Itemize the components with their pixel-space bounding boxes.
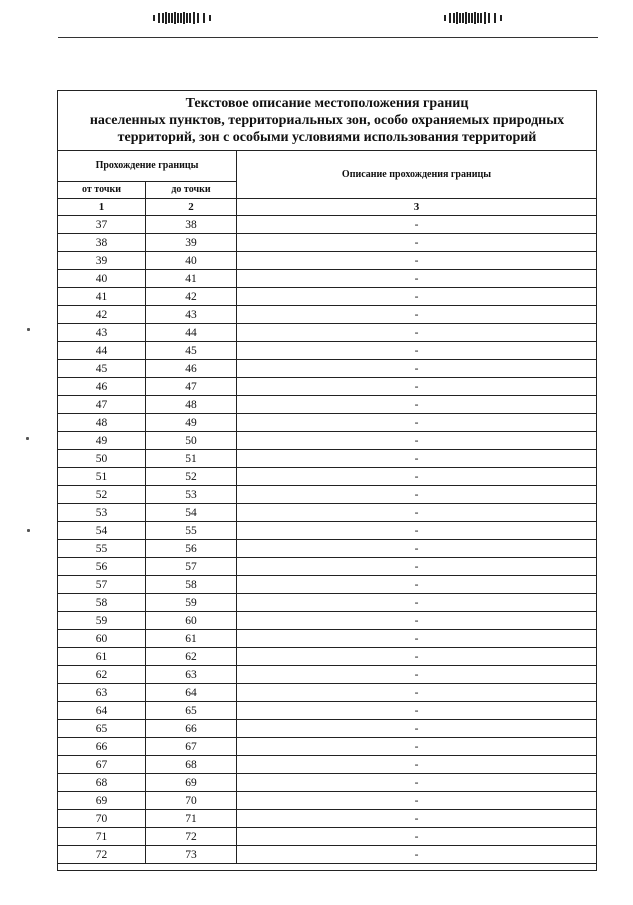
scan-mark-bar	[165, 12, 167, 24]
scan-mark-bar	[468, 13, 470, 23]
scan-mark-bar	[174, 12, 176, 24]
to-point-cell: 42	[146, 288, 237, 306]
scan-mark-bar	[462, 13, 464, 23]
scan-mark-bar	[162, 13, 164, 23]
scan-mark-bar	[494, 13, 496, 23]
description-cell: -	[237, 648, 597, 666]
table-row	[58, 324, 597, 342]
table-row	[58, 450, 597, 468]
to-point-cell: 64	[146, 684, 237, 702]
to-point-cell: 44	[146, 324, 237, 342]
header-to-point: до точки	[146, 182, 237, 199]
to-point-cell: 43	[146, 306, 237, 324]
table-row	[58, 594, 597, 612]
table-footer-cell	[58, 864, 597, 871]
title-row	[58, 91, 597, 151]
description-cell: -	[237, 738, 597, 756]
title-line: Текстовое описание местоположения границ	[185, 96, 469, 111]
table-row	[58, 720, 597, 738]
scan-mark-bar	[158, 13, 160, 23]
scan-mark-bar	[177, 13, 179, 23]
scan-mark-bar	[500, 15, 502, 21]
from-point-cell: 47	[58, 396, 146, 414]
table-row	[58, 342, 597, 360]
description-cell: -	[237, 702, 597, 720]
description-cell: -	[237, 234, 597, 252]
to-point-cell: 71	[146, 810, 237, 828]
scan-mark-bar	[444, 15, 446, 21]
from-point-cell: 48	[58, 414, 146, 432]
scan-mark-bar	[456, 12, 458, 24]
to-point-cell: 65	[146, 702, 237, 720]
from-point-cell: 52	[58, 486, 146, 504]
scan-barcode-mark-left	[153, 4, 233, 22]
from-point-cell: 55	[58, 540, 146, 558]
to-point-cell: 69	[146, 774, 237, 792]
to-point-cell: 46	[146, 360, 237, 378]
scan-mark-bar	[480, 13, 482, 23]
to-point-cell: 70	[146, 792, 237, 810]
header-from-point: от точки	[58, 182, 146, 199]
from-point-cell: 40	[58, 270, 146, 288]
to-point-cell: 39	[146, 234, 237, 252]
to-point-cell: 63	[146, 666, 237, 684]
to-point-cell: 73	[146, 846, 237, 864]
table-row	[58, 396, 597, 414]
table-row	[58, 576, 597, 594]
description-cell: -	[237, 324, 597, 342]
table-row	[58, 846, 597, 864]
scan-mark-bar	[193, 12, 195, 24]
to-point-cell: 68	[146, 756, 237, 774]
scan-mark-bar	[171, 13, 173, 23]
description-cell: -	[237, 540, 597, 558]
description-cell: -	[237, 270, 597, 288]
description-cell: -	[237, 774, 597, 792]
from-point-cell: 42	[58, 306, 146, 324]
table-row	[58, 288, 597, 306]
from-point-cell: 66	[58, 738, 146, 756]
to-point-cell: 55	[146, 522, 237, 540]
to-point-cell: 47	[146, 378, 237, 396]
scan-mark-bar	[180, 13, 182, 23]
table-row	[58, 648, 597, 666]
scan-mark-bar	[153, 15, 155, 21]
from-point-cell: 54	[58, 522, 146, 540]
from-point-cell: 61	[58, 648, 146, 666]
description-cell: -	[237, 360, 597, 378]
table-row	[58, 558, 597, 576]
table-row	[58, 414, 597, 432]
description-cell: -	[237, 342, 597, 360]
description-cell: -	[237, 288, 597, 306]
table-row	[58, 810, 597, 828]
scan-speck	[27, 328, 30, 331]
description-cell: -	[237, 558, 597, 576]
title-line: территорий, зон с особыми условиями использования территорий	[117, 130, 537, 145]
scan-mark-bar	[209, 15, 211, 21]
table-row	[58, 522, 597, 540]
title-line: населенных пунктов, территориальных зон, особо охраняемых природных	[89, 113, 565, 128]
scan-mark-bar	[189, 13, 191, 23]
to-point-cell: 53	[146, 486, 237, 504]
description-cell: -	[237, 828, 597, 846]
description-cell: -	[237, 666, 597, 684]
scan-mark-bar	[471, 13, 473, 23]
scan-mark-bar	[465, 12, 467, 24]
to-point-cell: 58	[146, 576, 237, 594]
description-cell: -	[237, 576, 597, 594]
table-row	[58, 774, 597, 792]
to-point-cell: 41	[146, 270, 237, 288]
table-footer-row	[58, 864, 597, 871]
description-cell: -	[237, 594, 597, 612]
to-point-cell: 57	[146, 558, 237, 576]
from-point-cell: 45	[58, 360, 146, 378]
table-row	[58, 666, 597, 684]
description-cell: -	[237, 432, 597, 450]
to-point-cell: 54	[146, 504, 237, 522]
column-number: 3	[237, 199, 597, 216]
to-point-cell: 51	[146, 450, 237, 468]
scan-mark-bar	[459, 13, 461, 23]
from-point-cell: 39	[58, 252, 146, 270]
table-row	[58, 432, 597, 450]
description-cell: -	[237, 216, 597, 234]
boundary-description-table	[57, 90, 597, 871]
to-point-cell: 62	[146, 648, 237, 666]
column-number: 1	[58, 199, 146, 216]
description-cell: -	[237, 414, 597, 432]
to-point-cell: 66	[146, 720, 237, 738]
scan-speck	[26, 437, 29, 440]
table-row	[58, 468, 597, 486]
to-point-cell: 72	[146, 828, 237, 846]
from-point-cell: 70	[58, 810, 146, 828]
header-row-group	[58, 151, 597, 182]
document-title	[58, 91, 597, 151]
from-point-cell: 64	[58, 702, 146, 720]
table-row	[58, 630, 597, 648]
description-cell: -	[237, 486, 597, 504]
to-point-cell: 40	[146, 252, 237, 270]
from-point-cell: 68	[58, 774, 146, 792]
to-point-cell: 45	[146, 342, 237, 360]
scan-barcode-mark-right	[444, 4, 524, 22]
from-point-cell: 58	[58, 594, 146, 612]
from-point-cell: 49	[58, 432, 146, 450]
table-row	[58, 360, 597, 378]
column-number: 2	[146, 199, 237, 216]
description-cell: -	[237, 720, 597, 738]
from-point-cell: 62	[58, 666, 146, 684]
table-row	[58, 378, 597, 396]
table-row	[58, 216, 597, 234]
from-point-cell: 50	[58, 450, 146, 468]
from-point-cell: 56	[58, 558, 146, 576]
description-cell: -	[237, 396, 597, 414]
to-point-cell: 49	[146, 414, 237, 432]
from-point-cell: 71	[58, 828, 146, 846]
table-row	[58, 828, 597, 846]
header-description: Описание прохождения границы	[237, 151, 597, 199]
description-cell: -	[237, 630, 597, 648]
table-row	[58, 792, 597, 810]
to-point-cell: 59	[146, 594, 237, 612]
column-number-row	[58, 199, 597, 216]
description-cell: -	[237, 306, 597, 324]
from-point-cell: 53	[58, 504, 146, 522]
to-point-cell: 56	[146, 540, 237, 558]
scan-mark-bar	[488, 13, 490, 23]
description-cell: -	[237, 756, 597, 774]
from-point-cell: 60	[58, 630, 146, 648]
from-point-cell: 37	[58, 216, 146, 234]
scan-speck	[27, 529, 30, 532]
from-point-cell: 67	[58, 756, 146, 774]
from-point-cell: 65	[58, 720, 146, 738]
to-point-cell: 60	[146, 612, 237, 630]
from-point-cell: 51	[58, 468, 146, 486]
to-point-cell: 61	[146, 630, 237, 648]
from-point-cell: 57	[58, 576, 146, 594]
to-point-cell: 38	[146, 216, 237, 234]
from-point-cell: 46	[58, 378, 146, 396]
table-row	[58, 306, 597, 324]
description-cell: -	[237, 810, 597, 828]
table-row	[58, 504, 597, 522]
scan-mark-bar	[453, 13, 455, 23]
from-point-cell: 72	[58, 846, 146, 864]
description-cell: -	[237, 612, 597, 630]
description-cell: -	[237, 378, 597, 396]
from-point-cell: 38	[58, 234, 146, 252]
scan-mark-bar	[203, 13, 205, 23]
scan-mark-bar	[477, 13, 479, 23]
scan-mark-bar	[186, 13, 188, 23]
table-row	[58, 684, 597, 702]
header-rule	[58, 37, 598, 38]
table-row	[58, 540, 597, 558]
from-point-cell: 59	[58, 612, 146, 630]
from-point-cell: 41	[58, 288, 146, 306]
table-row	[58, 270, 597, 288]
to-point-cell: 52	[146, 468, 237, 486]
description-cell: -	[237, 504, 597, 522]
from-point-cell: 43	[58, 324, 146, 342]
scan-mark-bar	[168, 13, 170, 23]
scan-mark-bar	[197, 13, 199, 23]
table-row	[58, 234, 597, 252]
description-cell: -	[237, 522, 597, 540]
scan-mark-bar	[449, 13, 451, 23]
description-cell: -	[237, 792, 597, 810]
from-point-cell: 63	[58, 684, 146, 702]
to-point-cell: 67	[146, 738, 237, 756]
to-point-cell: 48	[146, 396, 237, 414]
description-cell: -	[237, 846, 597, 864]
table-row	[58, 756, 597, 774]
scan-mark-bar	[484, 12, 486, 24]
table-row	[58, 486, 597, 504]
scan-mark-bar	[474, 12, 476, 24]
scan-mark-bar	[183, 12, 185, 24]
table-row	[58, 612, 597, 630]
description-cell: -	[237, 468, 597, 486]
from-point-cell: 44	[58, 342, 146, 360]
description-cell: -	[237, 252, 597, 270]
table-row	[58, 702, 597, 720]
to-point-cell: 50	[146, 432, 237, 450]
header-boundary-passage: Прохождение границы	[58, 151, 237, 182]
description-cell: -	[237, 684, 597, 702]
table-row	[58, 252, 597, 270]
table-row	[58, 738, 597, 756]
from-point-cell: 69	[58, 792, 146, 810]
description-cell: -	[237, 450, 597, 468]
